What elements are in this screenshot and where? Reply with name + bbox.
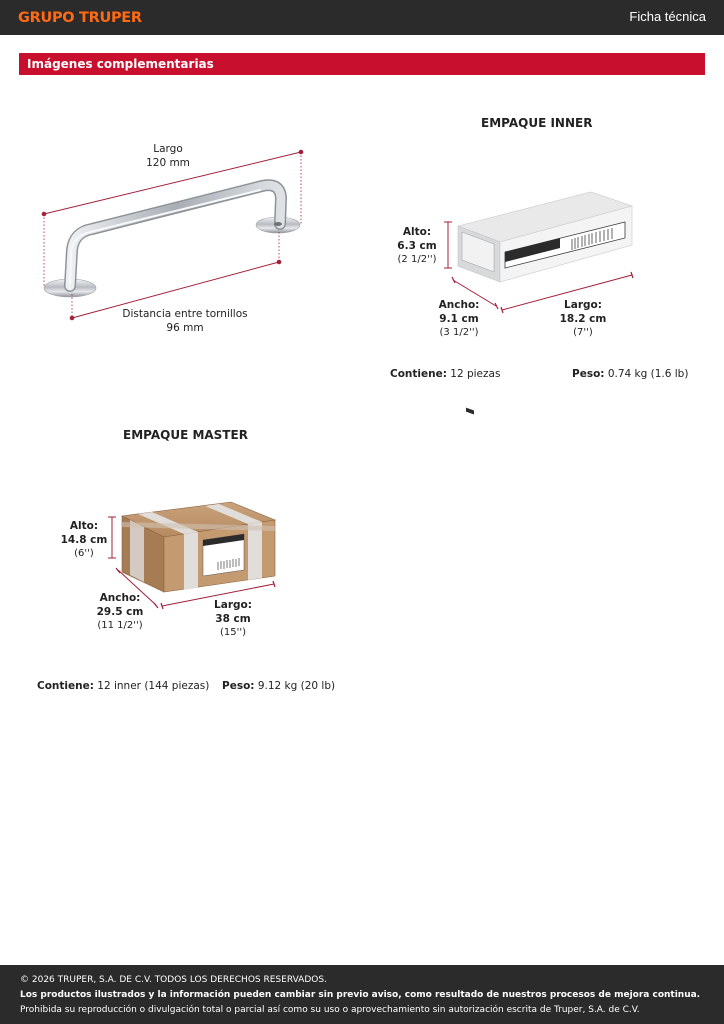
brand-logo: GRUPO TRUPER: [18, 10, 142, 26]
product-spacing-label: Distancia entre tornillos 96 mm: [122, 308, 248, 334]
footer-copyright: © 2026 TRUPER, S.A. DE C.V. TODOS LOS DERECHOS RESERVADOS.: [20, 975, 327, 985]
inner-height-label: Alto: 6.3 cm (2 1/2''): [397, 226, 437, 265]
inner-contains: Contiene: 12 piezas: [390, 368, 501, 380]
master-height-label: Alto: 14.8 cm (6''): [60, 520, 108, 559]
master-width-label: Ancho: 29.5 cm (11 1/2''): [96, 592, 144, 631]
product-length-label: Largo 120 mm: [146, 143, 190, 169]
master-contains: Contiene: 12 inner (144 piezas): [37, 680, 210, 692]
master-heading: EMPAQUE MASTER: [123, 428, 248, 442]
inner-width-label: Ancho: 9.1 cm (3 1/2''): [438, 299, 480, 338]
inner-length-label: Largo: 18.2 cm (7''): [559, 299, 607, 338]
footer-prohibition: Prohibida su reproducción o divulgación total o parcial así como su uso o aprovechamiento sin autorización escrita de Truper, S.A. de C.V.: [20, 1005, 640, 1015]
handle-pull-image: [44, 185, 300, 297]
master-box-image: [122, 502, 275, 592]
master-length-label: Largo: 38 cm (15''): [214, 599, 252, 638]
inner-heading: EMPAQUE INNER: [481, 116, 593, 130]
master-weight: Peso: 9.12 kg (20 lb): [222, 680, 336, 692]
section-title: Imágenes complementarias: [27, 57, 214, 71]
footer: [0, 965, 724, 1024]
footer-notice: Los productos ilustrados y la información pueden cambiar sin previo aviso, como resultado de nuestros procesos de mejora continua.: [20, 990, 701, 1000]
inner-weight: Peso: 0.74 kg (1.6 lb): [572, 368, 689, 380]
document-type: Ficha técnica: [629, 9, 706, 24]
